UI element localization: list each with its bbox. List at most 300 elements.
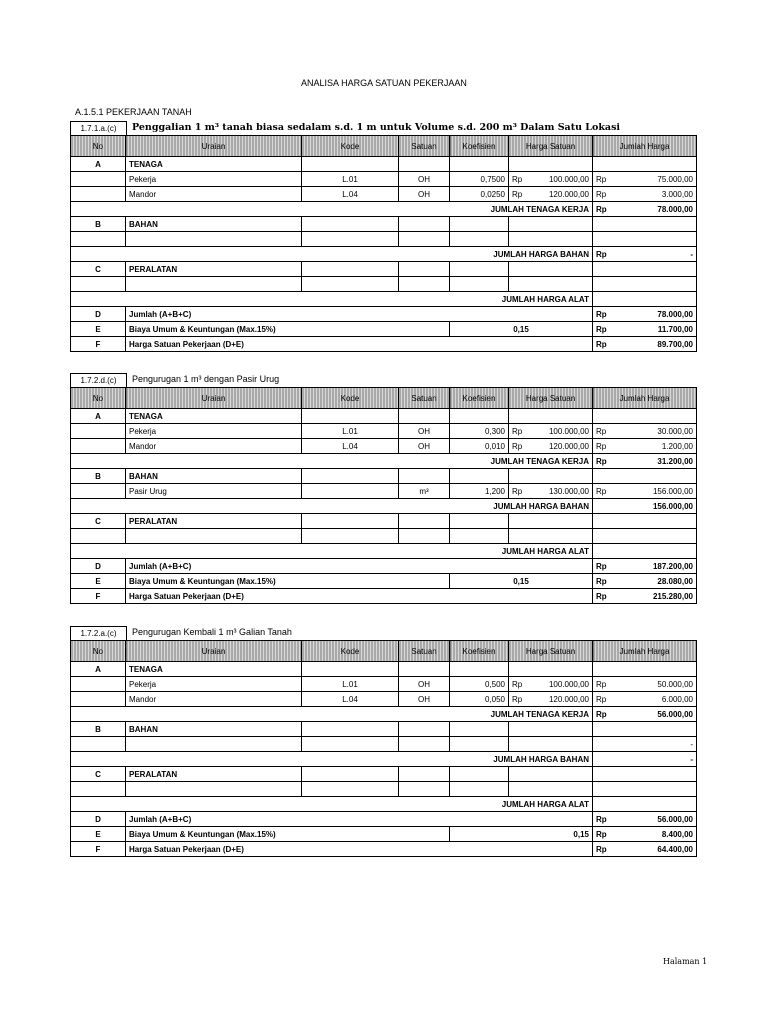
subtotal-currency: Rp bbox=[593, 454, 619, 469]
header-harga-satuan: Harga Satuan bbox=[509, 388, 593, 409]
empty-cell bbox=[593, 409, 619, 424]
table-row bbox=[71, 484, 697, 499]
empty-cell bbox=[450, 217, 509, 232]
empty-cell bbox=[399, 469, 450, 484]
empty-cell bbox=[399, 277, 450, 292]
empty-cell bbox=[450, 767, 509, 782]
empty-cell bbox=[71, 737, 126, 752]
group-label: PERALATAN bbox=[126, 514, 302, 529]
empty-cell bbox=[399, 662, 450, 677]
subtotal-value: 56.000,00 bbox=[619, 707, 697, 722]
table-row bbox=[71, 424, 697, 439]
empty-cell bbox=[450, 409, 509, 424]
subtotal-row bbox=[71, 752, 697, 767]
empty-cell bbox=[535, 262, 593, 277]
item-uraian: Pekerja bbox=[126, 677, 302, 692]
empty-cell bbox=[593, 277, 619, 292]
item-currency: Rp bbox=[593, 172, 619, 187]
summary-value: 28.080,00 bbox=[619, 574, 697, 589]
header-uraian: Uraian bbox=[126, 388, 302, 409]
empty-cell bbox=[399, 529, 450, 544]
item-koefisien: 0,300 bbox=[450, 424, 509, 439]
empty-cell bbox=[509, 277, 535, 292]
summary-value: 11.700,00 bbox=[619, 322, 697, 337]
empty-cell bbox=[302, 782, 399, 797]
table-row bbox=[71, 782, 697, 797]
summary-koefisien: 0,15 bbox=[450, 574, 593, 589]
summary-no: E bbox=[71, 574, 126, 589]
empty-cell bbox=[302, 722, 399, 737]
empty-cell bbox=[450, 722, 509, 737]
empty-cell bbox=[302, 514, 399, 529]
empty-cell bbox=[535, 277, 593, 292]
summary-row-e bbox=[71, 827, 697, 842]
item-currency: Rp bbox=[593, 677, 619, 692]
item-uraian: Pasir Urug bbox=[126, 484, 302, 499]
item-jumlah-harga: 1.200,00 bbox=[619, 439, 697, 454]
empty-cell bbox=[593, 782, 619, 797]
header-no: No bbox=[71, 388, 126, 409]
empty-cell bbox=[509, 782, 535, 797]
table-row bbox=[71, 529, 697, 544]
group-no: C bbox=[71, 262, 126, 277]
group-row-bahan bbox=[71, 722, 697, 737]
work-code: 1.7.2.a.(c) bbox=[70, 626, 127, 640]
empty-cell bbox=[593, 767, 619, 782]
summary-currency: Rp bbox=[593, 337, 619, 352]
item-uraian: Mandor bbox=[126, 439, 302, 454]
subtotal-label: JUMLAH TENAGA KERJA bbox=[71, 202, 593, 217]
item-satuan: OH bbox=[399, 677, 450, 692]
subtotal-label: JUMLAH HARGA BAHAN bbox=[71, 247, 593, 262]
subtotal-row bbox=[71, 454, 697, 469]
item-jumlah-harga: 6.000,00 bbox=[619, 692, 697, 707]
group-label: BAHAN bbox=[126, 722, 302, 737]
group-row-bahan bbox=[71, 217, 697, 232]
empty-cell bbox=[450, 737, 509, 752]
subtotal-row bbox=[71, 247, 697, 262]
summary-label: Jumlah (A+B+C) bbox=[126, 812, 593, 827]
table-row bbox=[71, 439, 697, 454]
empty-cell bbox=[399, 157, 450, 172]
group-row-alat bbox=[71, 262, 697, 277]
subtotal-currency: Rp bbox=[593, 707, 619, 722]
item-currency: Rp bbox=[509, 439, 535, 454]
empty-cell bbox=[509, 722, 535, 737]
empty-cell bbox=[535, 409, 593, 424]
empty-cell bbox=[399, 737, 450, 752]
empty-cell bbox=[593, 469, 619, 484]
group-row-alat bbox=[71, 514, 697, 529]
empty-cell bbox=[126, 232, 302, 247]
summary-no: D bbox=[71, 812, 126, 827]
group-no: B bbox=[71, 469, 126, 484]
subtotal-row bbox=[71, 202, 697, 217]
empty-cell bbox=[509, 232, 535, 247]
empty-cell bbox=[450, 529, 509, 544]
empty-cell bbox=[399, 217, 450, 232]
empty-cell bbox=[593, 157, 619, 172]
summary-label: Biaya Umum & Keuntungan (Max.15%) bbox=[126, 322, 450, 337]
empty-cell bbox=[71, 484, 126, 499]
item-uraian: Mandor bbox=[126, 187, 302, 202]
summary-label: Harga Satuan Pekerjaan (D+E) bbox=[126, 337, 593, 352]
subtotal-currency bbox=[593, 499, 619, 514]
work-code: 1.7.2.d.(c) bbox=[70, 373, 127, 387]
header-jumlah-harga: Jumlah Harga bbox=[593, 136, 697, 157]
summary-no: D bbox=[71, 559, 126, 574]
item-harga-satuan: 130.000,00 bbox=[535, 484, 593, 499]
item-harga-satuan: 120.000,00 bbox=[535, 439, 593, 454]
table-row bbox=[71, 232, 697, 247]
item-satuan: OH bbox=[399, 692, 450, 707]
empty-cell bbox=[126, 529, 302, 544]
subtotal-value: 78.000,00 bbox=[619, 202, 697, 217]
summary-currency: Rp bbox=[593, 574, 619, 589]
empty-cell bbox=[509, 469, 535, 484]
empty-cell bbox=[71, 187, 126, 202]
summary-row-d bbox=[71, 307, 697, 322]
group-no: B bbox=[71, 722, 126, 737]
item-jumlah-harga bbox=[619, 277, 697, 292]
item-satuan: m³ bbox=[399, 484, 450, 499]
subtotal-label: JUMLAH HARGA BAHAN bbox=[71, 752, 593, 767]
item-harga-satuan: 120.000,00 bbox=[535, 187, 593, 202]
summary-value: 64.400,00 bbox=[619, 842, 697, 857]
table-row bbox=[71, 187, 697, 202]
subtotal-value: 156.000,00 bbox=[619, 499, 697, 514]
item-currency: Rp bbox=[509, 187, 535, 202]
subtotal-value bbox=[619, 797, 697, 812]
subtotal-currency bbox=[593, 797, 619, 812]
item-kode: L.01 bbox=[302, 677, 399, 692]
empty-cell bbox=[619, 262, 697, 277]
subtotal-value: - bbox=[619, 752, 697, 767]
empty-cell bbox=[593, 662, 619, 677]
group-label: BAHAN bbox=[126, 217, 302, 232]
empty-cell bbox=[71, 424, 126, 439]
header-koefisien: Koefisien bbox=[450, 388, 509, 409]
empty-cell bbox=[593, 232, 619, 247]
empty-cell bbox=[535, 662, 593, 677]
header-no: No bbox=[71, 641, 126, 662]
summary-row-d bbox=[71, 812, 697, 827]
summary-currency: Rp bbox=[593, 322, 619, 337]
item-koefisien: 0,050 bbox=[450, 692, 509, 707]
empty-cell bbox=[535, 782, 593, 797]
summary-label: Harga Satuan Pekerjaan (D+E) bbox=[126, 589, 593, 604]
item-currency: Rp bbox=[509, 424, 535, 439]
summary-no: E bbox=[71, 322, 126, 337]
summary-currency: Rp bbox=[593, 559, 619, 574]
item-currency: Rp bbox=[593, 439, 619, 454]
item-kode: L.01 bbox=[302, 424, 399, 439]
summary-currency: Rp bbox=[593, 827, 619, 842]
summary-row-d bbox=[71, 559, 697, 574]
empty-cell bbox=[71, 232, 126, 247]
summary-koefisien: 0,15 bbox=[450, 322, 593, 337]
empty-cell bbox=[593, 722, 619, 737]
empty-cell bbox=[509, 529, 535, 544]
header-koefisien: Koefisien bbox=[450, 641, 509, 662]
analysis-block-2 bbox=[70, 373, 696, 604]
empty-cell bbox=[593, 262, 619, 277]
empty-cell bbox=[71, 277, 126, 292]
summary-label: Jumlah (A+B+C) bbox=[126, 307, 593, 322]
group-no: A bbox=[71, 662, 126, 677]
empty-cell bbox=[399, 232, 450, 247]
empty-cell bbox=[302, 277, 399, 292]
item-jumlah-harga bbox=[619, 232, 697, 247]
subtotal-value bbox=[619, 292, 697, 307]
table-header bbox=[71, 136, 697, 157]
work-title: Pengurugan Kembali 1 m³ Galian Tanah bbox=[132, 627, 292, 637]
group-row-tenaga bbox=[71, 157, 697, 172]
empty-cell bbox=[619, 469, 697, 484]
header-uraian: Uraian bbox=[126, 641, 302, 662]
item-currency: Rp bbox=[593, 484, 619, 499]
empty-cell bbox=[302, 737, 399, 752]
empty-cell bbox=[126, 737, 302, 752]
empty-cell bbox=[126, 782, 302, 797]
empty-cell bbox=[71, 692, 126, 707]
group-no: A bbox=[71, 409, 126, 424]
summary-currency: Rp bbox=[593, 842, 619, 857]
group-label: PERALATAN bbox=[126, 262, 302, 277]
empty-cell bbox=[509, 662, 535, 677]
empty-cell bbox=[302, 662, 399, 677]
empty-cell bbox=[619, 409, 697, 424]
item-koefisien: 0,010 bbox=[450, 439, 509, 454]
empty-cell bbox=[71, 529, 126, 544]
item-jumlah-harga: 156.000,00 bbox=[619, 484, 697, 499]
item-harga-satuan: 120.000,00 bbox=[535, 692, 593, 707]
item-kode: L.04 bbox=[302, 692, 399, 707]
item-jumlah-harga bbox=[619, 782, 697, 797]
empty-cell bbox=[535, 217, 593, 232]
header-kode: Kode bbox=[302, 388, 399, 409]
summary-value: 56.000,00 bbox=[619, 812, 697, 827]
work-title: Penggalian 1 m³ tanah biasa sedalam s.d. 1 m untuk Volume s.d. 200 m³ Dalam Satu Lokasi bbox=[132, 122, 621, 133]
item-currency: Rp bbox=[509, 692, 535, 707]
item-uraian: Pekerja bbox=[126, 424, 302, 439]
empty-cell bbox=[399, 767, 450, 782]
empty-cell bbox=[71, 439, 126, 454]
item-satuan: OH bbox=[399, 187, 450, 202]
item-kode: L.04 bbox=[302, 187, 399, 202]
group-label: TENAGA bbox=[126, 409, 302, 424]
section-heading: A.1.5.1 PEKERJAAN TANAH bbox=[75, 107, 192, 117]
group-no: C bbox=[71, 767, 126, 782]
item-currency: Rp bbox=[509, 172, 535, 187]
item-jumlah-harga: 50.000,00 bbox=[619, 677, 697, 692]
summary-value: 89.700,00 bbox=[619, 337, 697, 352]
group-no: C bbox=[71, 514, 126, 529]
subtotal-label: JUMLAH TENAGA KERJA bbox=[71, 454, 593, 469]
empty-cell bbox=[535, 514, 593, 529]
item-koefisien: 0,0250 bbox=[450, 187, 509, 202]
work-code: 1.7.1.a.(c) bbox=[70, 121, 127, 135]
empty-cell bbox=[509, 514, 535, 529]
subtotal-currency bbox=[593, 752, 619, 767]
item-jumlah-harga: 3.000,00 bbox=[619, 187, 697, 202]
summary-no: D bbox=[71, 307, 126, 322]
empty-cell bbox=[450, 662, 509, 677]
group-no: B bbox=[71, 217, 126, 232]
summary-row-f bbox=[71, 589, 697, 604]
empty-cell bbox=[450, 277, 509, 292]
summary-koefisien: 0,15 bbox=[450, 827, 593, 842]
item-kode bbox=[302, 484, 399, 499]
summary-no: F bbox=[71, 589, 126, 604]
empty-cell bbox=[302, 469, 399, 484]
subtotal-value: - bbox=[619, 247, 697, 262]
summary-label: Jumlah (A+B+C) bbox=[126, 559, 593, 574]
empty-cell bbox=[302, 529, 399, 544]
empty-cell bbox=[302, 232, 399, 247]
page-footer: Halaman 1 bbox=[663, 957, 708, 966]
subtotal-value: 31.200,00 bbox=[619, 454, 697, 469]
analysis-table bbox=[70, 135, 697, 352]
empty-cell bbox=[302, 409, 399, 424]
empty-cell bbox=[535, 232, 593, 247]
empty-cell bbox=[535, 737, 593, 752]
empty-cell bbox=[450, 469, 509, 484]
empty-cell bbox=[399, 262, 450, 277]
empty-cell bbox=[509, 157, 535, 172]
empty-cell bbox=[619, 767, 697, 782]
empty-cell bbox=[619, 662, 697, 677]
empty-cell bbox=[619, 157, 697, 172]
subtotal-label: JUMLAH TENAGA KERJA bbox=[71, 707, 593, 722]
group-label: TENAGA bbox=[126, 662, 302, 677]
header-harga-satuan: Harga Satuan bbox=[509, 641, 593, 662]
summary-currency: Rp bbox=[593, 812, 619, 827]
subtotal-currency: Rp bbox=[593, 202, 619, 217]
summary-row-e bbox=[71, 574, 697, 589]
item-harga-satuan: 100.000,00 bbox=[535, 172, 593, 187]
empty-cell bbox=[509, 767, 535, 782]
empty-cell bbox=[399, 409, 450, 424]
header-satuan: Satuan bbox=[399, 388, 450, 409]
item-kode: L.04 bbox=[302, 439, 399, 454]
empty-cell bbox=[399, 782, 450, 797]
empty-cell bbox=[619, 514, 697, 529]
header-kode: Kode bbox=[302, 641, 399, 662]
empty-cell bbox=[509, 409, 535, 424]
header-harga-satuan: Harga Satuan bbox=[509, 136, 593, 157]
table-header bbox=[71, 641, 697, 662]
empty-cell bbox=[593, 217, 619, 232]
summary-no: E bbox=[71, 827, 126, 842]
header-uraian: Uraian bbox=[126, 136, 302, 157]
table-row bbox=[71, 172, 697, 187]
item-satuan: OH bbox=[399, 439, 450, 454]
group-label: PERALATAN bbox=[126, 767, 302, 782]
summary-no: F bbox=[71, 337, 126, 352]
subtotal-currency bbox=[593, 292, 619, 307]
item-currency: Rp bbox=[593, 187, 619, 202]
empty-cell bbox=[302, 217, 399, 232]
group-label: BAHAN bbox=[126, 469, 302, 484]
item-currency: Rp bbox=[509, 484, 535, 499]
subtotal-label: JUMLAH HARGA ALAT bbox=[71, 544, 593, 559]
empty-cell bbox=[450, 514, 509, 529]
header-satuan: Satuan bbox=[399, 641, 450, 662]
header-no: No bbox=[71, 136, 126, 157]
empty-cell bbox=[535, 529, 593, 544]
item-satuan: OH bbox=[399, 424, 450, 439]
item-kode: L.01 bbox=[302, 172, 399, 187]
empty-cell bbox=[619, 217, 697, 232]
item-jumlah-harga: - bbox=[619, 737, 697, 752]
subtotal-row bbox=[71, 544, 697, 559]
empty-cell bbox=[71, 782, 126, 797]
empty-cell bbox=[509, 217, 535, 232]
subtotal-currency bbox=[593, 544, 619, 559]
subtotal-row bbox=[71, 499, 697, 514]
summary-row-f bbox=[71, 842, 697, 857]
empty-cell bbox=[399, 722, 450, 737]
item-harga-satuan: 100.000,00 bbox=[535, 424, 593, 439]
item-jumlah-harga: 75.000,00 bbox=[619, 172, 697, 187]
empty-cell bbox=[535, 157, 593, 172]
empty-cell bbox=[126, 277, 302, 292]
subtotal-row bbox=[71, 707, 697, 722]
subtotal-row bbox=[71, 797, 697, 812]
item-currency: Rp bbox=[593, 424, 619, 439]
item-currency: Rp bbox=[509, 677, 535, 692]
summary-label: Biaya Umum & Keuntungan (Max.15%) bbox=[126, 827, 450, 842]
empty-cell bbox=[450, 782, 509, 797]
summary-label: Harga Satuan Pekerjaan (D+E) bbox=[126, 842, 593, 857]
summary-currency: Rp bbox=[593, 589, 619, 604]
empty-cell bbox=[535, 469, 593, 484]
subtotal-value bbox=[619, 544, 697, 559]
empty-cell bbox=[302, 262, 399, 277]
empty-cell bbox=[71, 677, 126, 692]
summary-value: 215.280,00 bbox=[619, 589, 697, 604]
subtotal-label: JUMLAH HARGA ALAT bbox=[71, 292, 593, 307]
empty-cell bbox=[450, 232, 509, 247]
subtotal-currency: Rp bbox=[593, 247, 619, 262]
subtotal-label: JUMLAH HARGA ALAT bbox=[71, 797, 593, 812]
item-satuan: OH bbox=[399, 172, 450, 187]
group-row-tenaga bbox=[71, 409, 697, 424]
document-title: ANALISA HARGA SATUAN PEKERJAAN bbox=[301, 78, 467, 88]
empty-cell bbox=[619, 722, 697, 737]
summary-value: 187.200,00 bbox=[619, 559, 697, 574]
analysis-block-1 bbox=[70, 121, 696, 352]
item-jumlah-harga bbox=[619, 529, 697, 544]
empty-cell bbox=[535, 767, 593, 782]
summary-row-e bbox=[71, 322, 697, 337]
empty-cell bbox=[71, 172, 126, 187]
empty-cell bbox=[593, 737, 619, 752]
item-koefisien: 0,500 bbox=[450, 677, 509, 692]
summary-row-f bbox=[71, 337, 697, 352]
subtotal-row bbox=[71, 292, 697, 307]
empty-cell bbox=[509, 737, 535, 752]
empty-cell bbox=[593, 529, 619, 544]
analysis-block-3 bbox=[70, 626, 696, 857]
summary-currency: Rp bbox=[593, 307, 619, 322]
header-jumlah-harga: Jumlah Harga bbox=[593, 641, 697, 662]
item-uraian: Pekerja bbox=[126, 172, 302, 187]
empty-cell bbox=[450, 262, 509, 277]
analysis-table bbox=[70, 387, 697, 604]
header-jumlah-harga: Jumlah Harga bbox=[593, 388, 697, 409]
